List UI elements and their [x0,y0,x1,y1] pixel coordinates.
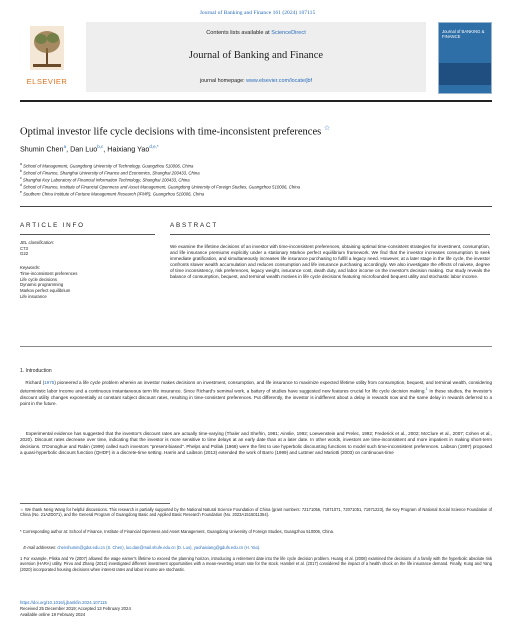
contents-line [86,30,426,36]
keyword: Life insurance [20,293,47,299]
author-name[interactable]: Dan Luo [70,144,98,154]
affiliation: $^e$ Southern China Institute of Fortune Management Research (IFMR), Guangzhou 510006, China [20,190,205,197]
title-footnote-mark[interactable]: ☆ [323,124,331,132]
jel-code: C73 [20,245,28,251]
available-online: Available online 19 February 2024 [20,612,86,617]
footnote-corresponding-author: * Corresponding author at: School of Finance, Institute of Financial Openness and Asset Management, Guangdong University of Foreign Studies, Guangzhou 510006, China. [20,529,335,534]
keyword: Life cycle decisions [20,276,58,282]
article-info-rule [20,234,155,235]
author-sup: d,e,* [149,144,159,149]
contents-prefix: Contents lists available at [206,30,272,36]
abstract-rule [170,234,490,235]
footnote-emails: E-mail addresses: chenshumin@gdut.edu.cn (S. Chen), luo.dan@mail.shufe.edu.cn (D. Luo), yaohaixiang@gdufs.edu.cn (H. Yao). [23,545,261,550]
publication-history [20,600,131,618]
keyword: Time-inconsistent preferences [20,270,78,276]
footnote-1: 1 For example, Pliska and Ye (2007) allowed the wage earner's lifetime to exceed the planning horizon, introducing a retirement date into the life cycle decision problem. Huang et al. (2008) examined the decisions of a family with the hyperbolic absolute risk aversion (HARA) utility. Pirvu and Zhang (2012) investigated different investment opportunities with a mean-reverting return rate for the stock. Hambel et al. (2017) considered the impact of a health shock on the life insurance demand. Finally, Kung and Yang (2020) incorporated housing decisions when interest rates and labor income are stochastic. [20,556,492,572]
affiliation: $^a$ School of Management, Guangdong University of Technology, Guangzhou 510006, China [20,162,194,169]
abstract-text: We examine the lifetime decisions of an investor with time-inconsistent preferences, obtaining optimal time-consistent strategies for investment, consumption, and life insurance premiums explicitly under a stationary Markov perfect equilibrium framework. We find that the investor increases consumption to seek immediate gratification, and simultaneously increases life insurance purchasing to fulfill a legacy need. However, at a later stage in the life cycle, the investor confronts slower wealth accumulation and reduces consumption and life insurance purchasing accordingly. We also investigate the effects of naivete, degree of time inconsistency, risk preferences, legacy weight, insurance cost, death duty, and labor income on the investor's decision making. Our study reveals the balance of consumption, bequest, and terminal wealth motives in life cycle decisions featuring microfounded bequest utility and stochastic labor income. [170,244,490,280]
footnote-rule [20,503,170,504]
publisher-name: ELSEVIER [26,77,68,86]
sciencedirect-link[interactable]: ScienceDirect [271,30,306,36]
received-accepted: Received 25 December 2019; Accepted 13 February 2024 [20,606,131,611]
affiliation: $^b$ School of Finance, Shanghai University of Finance and Economics, Shanghai 200433, China [20,169,200,176]
email-links[interactable]: chenshumin@gdut.edu.cn (S. Chen), luo.dan@mail.shufe.edu.cn (D. Luo), yaohaixiang@gdufs.edu.cn (H. Yao). [57,545,261,550]
author-name[interactable]: Shumin Chen [20,144,64,154]
article-title-text: Optimal investor life cycle decisions with time-inconsistent preferences [20,126,322,138]
elsevier-logo [20,22,74,92]
elsevier-tree-icon [30,26,64,70]
journal-cover-thumbnail [438,22,492,94]
author-name[interactable]: Haixiang Yao [107,144,150,154]
intro-paragraph-1: Richard (1975) pioneered a life cycle problem wherein an investor makes decisions on investment, consumption, and life insurance to maximize expected lifetime utility from consumption, bequest, and terminal wealth, considering deterministic labor income and a continuous instantaneous term life insurance. Since Richard's seminal work, a battery of studies have suggested new features crucial for life cycle decision making.$^1$ In these studies, the investor's discount utility changes exponentially at constant subject discount rates, resulting in time-consistent preferences. Put differently, the investor is indifferent about a delay in rewards now and the same delay in rewards deferred to a point in the future. [20,380,493,407]
front-matter-divider [20,346,492,347]
journal-title: Journal of Banking and Finance [188,50,324,61]
author-sup: b,c [97,144,104,149]
author-list: Shumin Chen$^a$, Dan Luo$^{b,c}$, Haixiang Yao$^{d,e,*}$ [20,144,159,154]
masthead-divider [20,100,492,102]
article-title [20,124,480,138]
homepage-line [86,78,426,84]
jel-label: JEL classification: [20,240,55,245]
affiliation: $^d$ School of Finance, Institute of Financial Openness and Asset Management, Guangdong University of Foreign Studies, Guangzhou 510006, China [20,183,301,190]
affiliation: $^c$ Shanghai Key Laboratory of Financial Information Technology, Shanghai 200433, China [20,176,190,183]
keyword: Markov perfect equilibrium [20,287,71,293]
affiliation-list [20,162,490,197]
author-sup: a [63,144,67,149]
affiliation-divider [20,206,492,207]
doi-link[interactable]: https://doi.org/10.1016/j.jbankfin.2024.107115 [20,600,107,605]
keyword: Dynamic programming [20,282,64,288]
journal-header-band [86,22,426,92]
journal-homepage-link[interactable]: www.elsevier.com/locate/jbf [246,78,313,84]
running-head: Journal of Banking and Finance 161 (2024) 107115 [199,10,316,16]
keywords-label: Keywords: [20,265,41,271]
cover-band [439,63,491,85]
journal-masthead [20,22,495,92]
article-info-heading: ARTICLE INFO [20,222,85,229]
section-heading-introduction: 1. Introduction [20,368,52,374]
abstract-heading: ABSTRACT [170,222,218,229]
article-info-block [20,240,155,299]
jel-code: G22 [20,251,29,257]
intro-paragraph-2: Experimental evidence has suggested that the investor's discount rates are actually time-varying (Thaler and Shefrin, 1981; Ainslie, 1992; Loewenstein and Prelec, 1992; Frederick et al., 2002; McClure et al., 2007; Cohen et al., 2020). Discount rates decrease over time, indicating that the investor is more sensitive to time delays at an early date than at a later date. In other words, investors are time-inconsistent and more impatient in making short-term decisions. O'Donoghue and Rabin (1999) called such investors "present-biased". Phelps and Pollak (1968) were the first to use hyperbolic discounting functions to model such time-inconsistent preferences. Laibson (1997) proposed a quasi-hyperbolic discount function (QHDF) in a discrete-time setting. Harris and Laibson (2013) extended the work of Barro (1999) and Luttmer and Mariotti (2003) on continuous-time [20,431,492,455]
citation-link[interactable]: 1975 [44,380,55,385]
footnote-acknowledgement: ☆ We thank Neng Wang for helpful discussions. This research is partially supported by the National Natural Science Foundation of China (grant numbers: 72171056, 71871071, 72071051, 71971223), the Key Program of National Social Science Foundation of China (No. 21AZD071), and the General Program of Guangdong Basic and Applied Basic Research Foundation (No. 2023A1515011354). [20,507,492,518]
footnote-ref[interactable]: 1 [425,387,428,392]
cover-title: Journal of BANKING & FINANCE [442,29,485,39]
homepage-prefix: journal homepage: [199,78,247,84]
